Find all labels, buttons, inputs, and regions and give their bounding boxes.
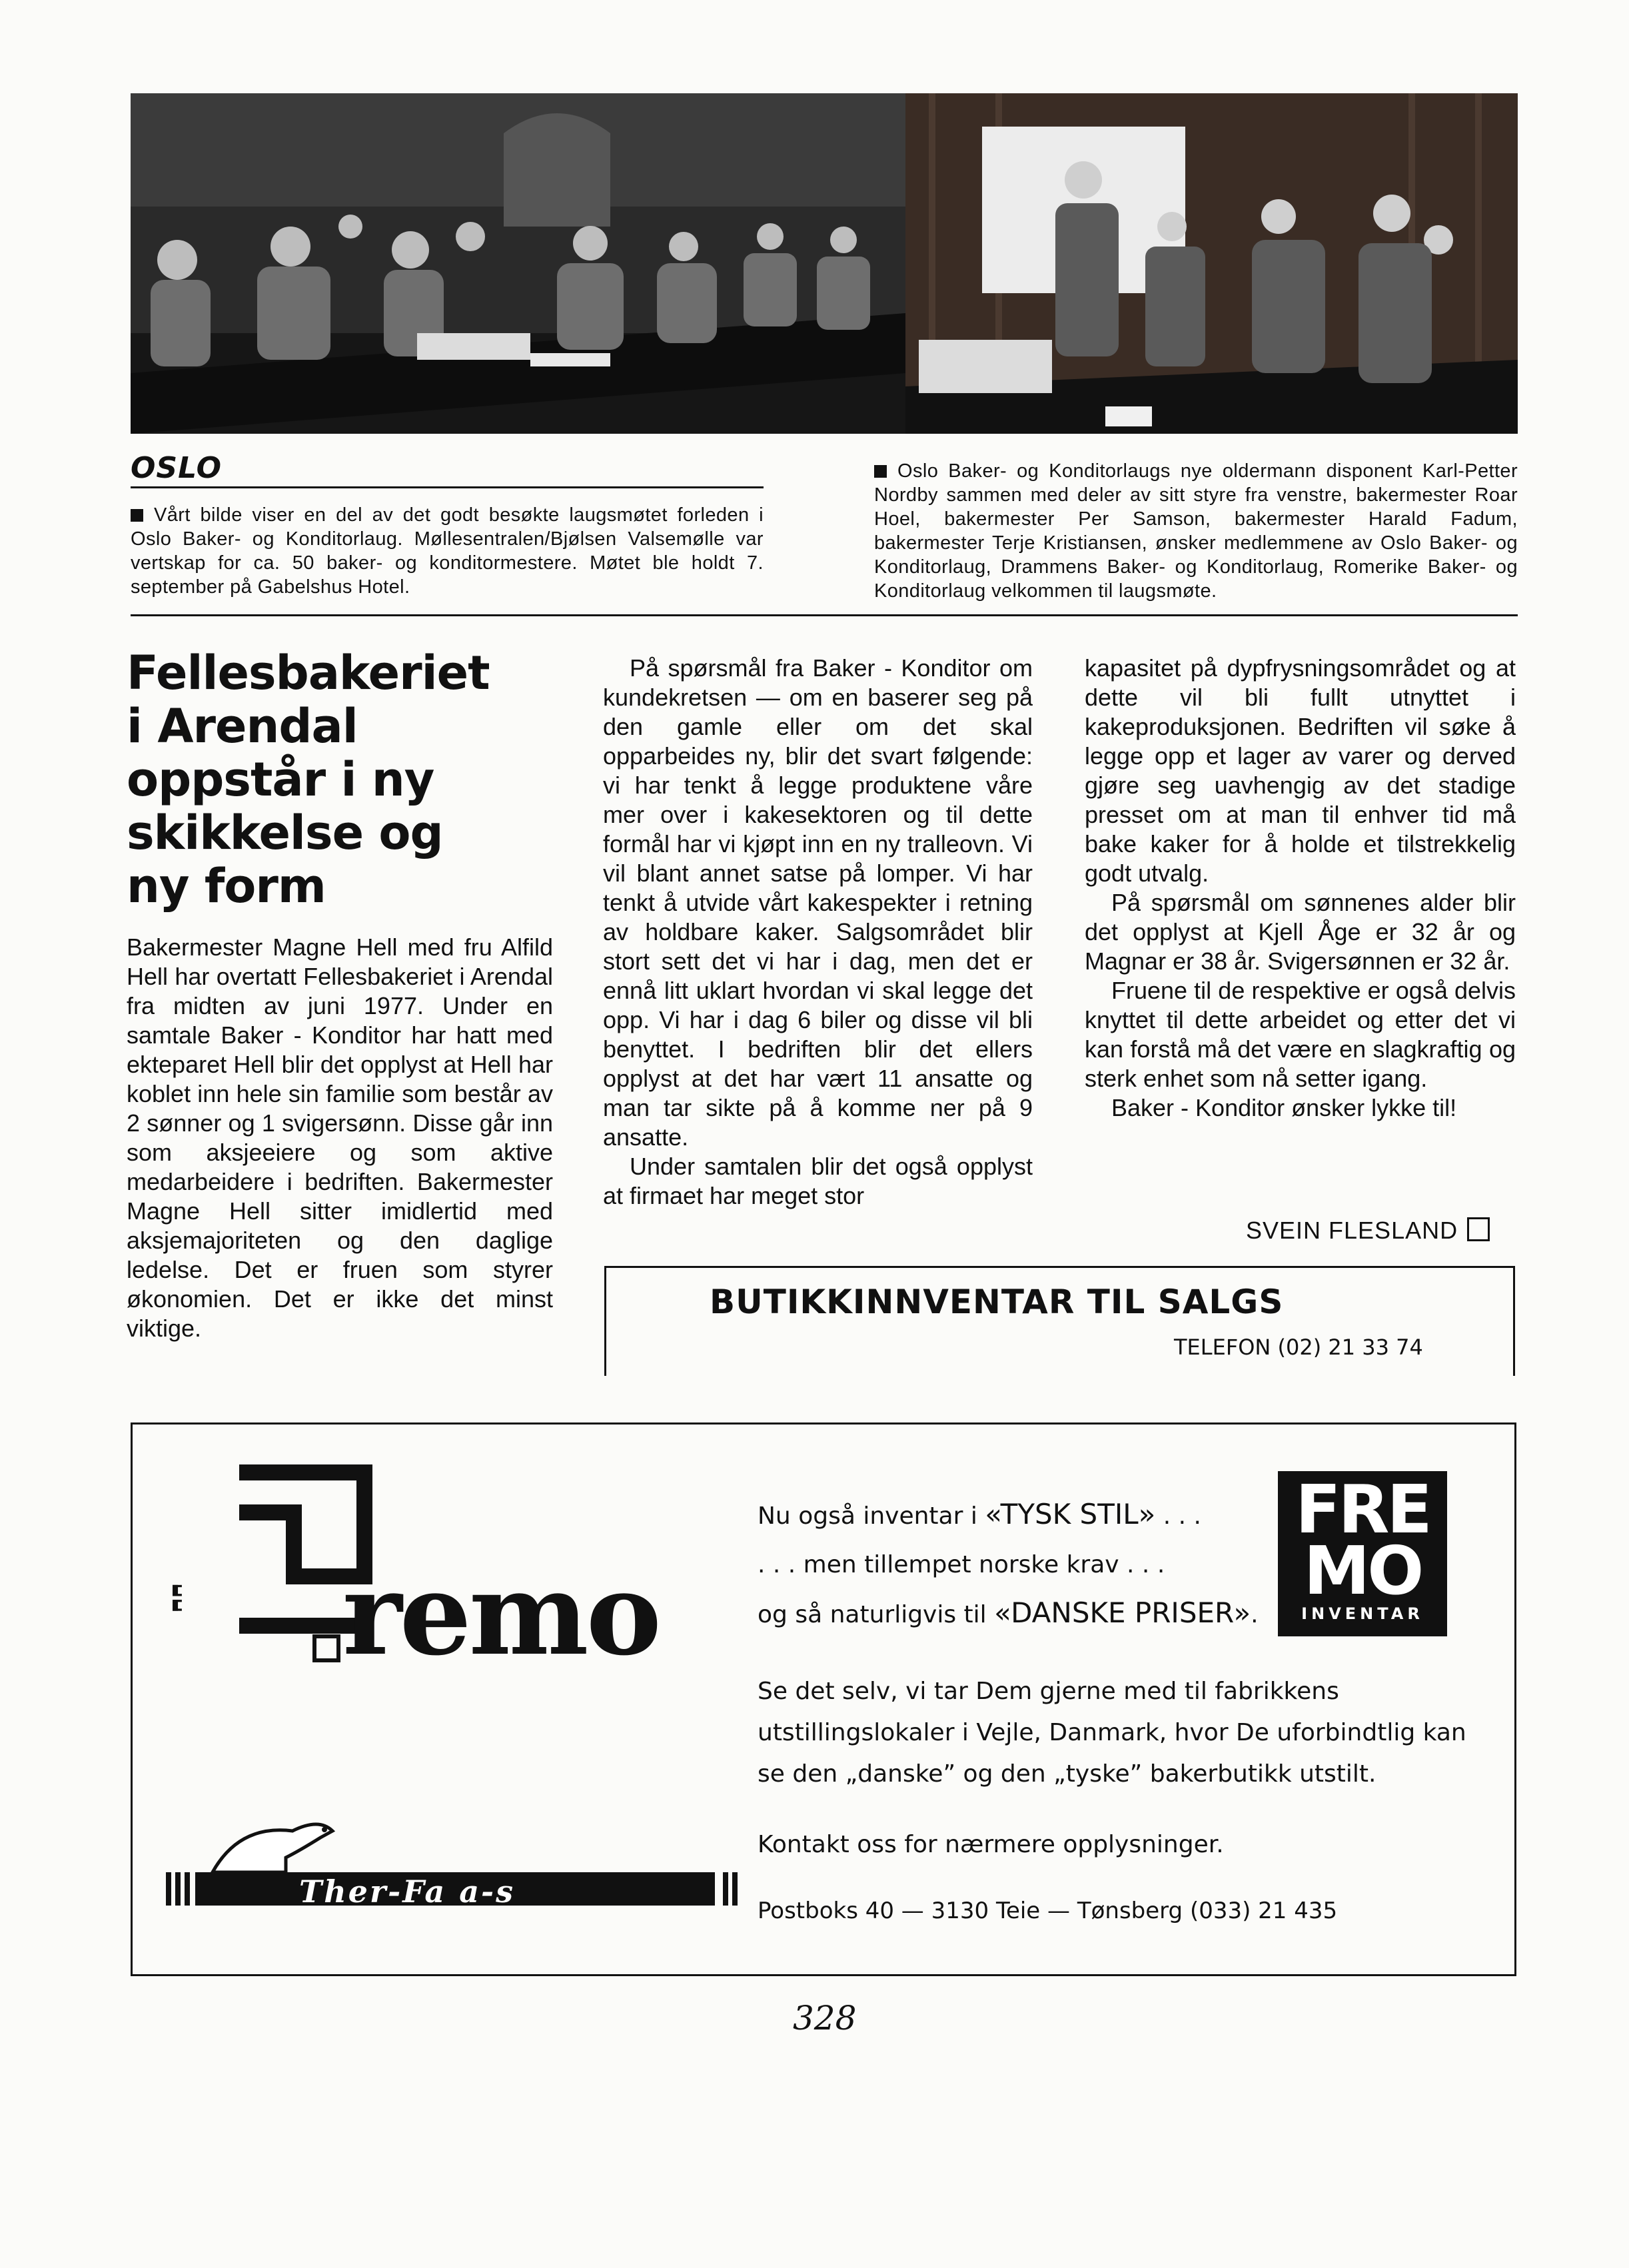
ad-line-1-strong: «TYSK STIL» — [985, 1498, 1156, 1530]
photo-styre-image — [905, 93, 1518, 434]
therfa-wordmark: Ther-Fa a-s — [299, 1874, 516, 1910]
photo-laugsmote — [131, 93, 905, 434]
caption-right — [874, 459, 1518, 603]
byline-text: SVEIN FLESLAND — [1246, 1217, 1458, 1244]
fremo-wordmark: remo — [342, 1548, 659, 1681]
ad-line-3-post: . — [1251, 1601, 1259, 1628]
article-col3-p3: Fruene til de respektive er også delvis knyttet til dette arbeidet og etter det vi kan forstå må det være en slagkraftig og sterk enhet som nå setter igang. — [1085, 977, 1516, 1092]
ad-line-1 — [758, 1498, 1201, 1530]
therfa-logo — [166, 1811, 739, 1911]
fremo-logo-square — [312, 1634, 340, 1662]
fremo-logo — [173, 1464, 659, 1744]
article-col1 — [127, 933, 553, 1343]
article-col2-p2: Under samtalen blir det også opplyst at firmaet har meget stor — [603, 1153, 1033, 1209]
ad-address: Postboks 40 — 3130 Teie — Tønsberg (033) 21 435 — [758, 1898, 1338, 1924]
caption-left — [131, 503, 764, 599]
captions-bottom-rule — [131, 614, 1518, 616]
photo-laugsmote-image — [131, 93, 905, 434]
ad-line-3 — [758, 1596, 1259, 1629]
article-headline: Fellesbakeriet i Arendal oppstår i ny skikkelse og ny form — [127, 646, 490, 913]
caption-right-text: Oslo Baker- og Konditorlaugs nye oldermann disponent Karl-Petter Nordby sammen med deler av sitt styre fra venstre, bakermester Roar Hoel, bakermester Per Samson, bakermester Harald Fadum, bakermester Terje Kristiansen, ønsker medlemmene av Oslo Baker- og Konditorlaug, Drammens Baker- og Konditorlaug, Romerike Baker- og Konditorlaug velkommen til laugsmøte. — [874, 460, 1518, 602]
article-col2 — [603, 654, 1033, 1211]
section-rule — [131, 486, 764, 488]
photo-styre — [905, 93, 1518, 434]
ad-contact: Kontakt oss for nærmere opplysninger. — [758, 1831, 1224, 1858]
ad-line-3-pre: og så naturligvis til — [758, 1601, 995, 1628]
article-col3-p2: På spørsmål om sønnenes alder blir det opplyst at Kjell Åge er 32 år og Magnar er 38 år. Svigersønnen er 32 år. — [1085, 889, 1516, 975]
fremo-meander-icon — [173, 1464, 239, 1744]
fremo-mid: MO — [1303, 1532, 1422, 1610]
ad-paragraph: Se det selv, vi tar Dem gjerne med til fabrikkens utstillingslokaler i Vejle, Danmark, hvor De uforbindtlig kan se den „danske” og den „tyske” bakerbutikk utstilt. — [758, 1678, 1466, 1788]
classified-box — [604, 1266, 1515, 1376]
article-col3-p1: kapasitet på dypfrysningsområdet og at dette vil bli fullt utnyttet i kakeproduksjonen. Bedriften vil søke å legge opp et lager av varer og derved gjøre seg uavhengig av det stadige presset om at man til enhver tid må bake kaker for å holde et tilstrekkelig godt utvalg. — [1085, 654, 1516, 887]
article-col3 — [1085, 654, 1516, 1123]
section-label: OSLO — [131, 451, 222, 485]
page-number: 328 — [793, 1999, 857, 2037]
fremo-sub: INVENTAR — [1301, 1604, 1424, 1623]
ad-line-1-post: . . . — [1155, 1502, 1202, 1530]
caption-left-text: Vårt bilde viser en del av det godt besøkte laugsmøtet forleden i Oslo Baker- og Konditorlaug. Møllesentralen/Bjølsen Valsemølle var vertskap for ca. 50 baker- og konditormestere. Møtet ble holdt 7. september på Gabelshus Hotel. — [131, 504, 764, 598]
bullet-icon — [874, 465, 887, 478]
article-col1-text: Bakermester Magne Hell med fru Alfild Hell har overtatt Fellesbakeriet i Arendal fra midten av juni 1977. Under en samtale Baker - Konditor har hatt med ekteparet Hell blir det opplyst at Hell har koblet inn hele sin familie som består av 2 sønner og 1 svigersønn. Disse går inn som aksjeeiere og som aktive medarbeidere i bedriften. Bakermester Magne Hell sitter imidlertid med aksjemajoriteten og den daglige ledelse. Det er fruen som styrer økonomien. Det er ikke det minst viktige. — [127, 933, 553, 1342]
fremo-inventar-logo — [1278, 1471, 1447, 1636]
end-mark-box — [1467, 1217, 1490, 1241]
classified-title: BUTIKKINNVENTAR TIL SALGS — [710, 1283, 1284, 1321]
article-col2-p1: På spørsmål fra Baker - Konditor om kundekretsen — om en baserer seg på den gamle eller om det skal opparbeides ny, blir det svart følgende: vi har tenkt å legge produktene våre mer over i kakesektoren og til dette formål har vi kjøpt inn en ny tralleovn. Vi vil blant annet satse på lomper. Vi har tenkt å utvide vårt kakespekter i retning av holdbare kaker. Salgsområdet blir stort sett det vi har i dag, men det er ennå litt uklart hvordan vi skal legge det opp. Vi har i dag 6 biler og disse vil bli benyttet. I bedriften blir det ellers opplyst at det har vært 11 ansatte og man tar sikte på å komme ner på 9 ansatte. — [603, 654, 1033, 1151]
article-byline — [1246, 1217, 1490, 1245]
ad-line-3-strong: «DANSKE PRISER» — [994, 1596, 1251, 1629]
ad-line-1-pre: Nu også inventar i — [758, 1502, 985, 1530]
fremo-ad — [131, 1422, 1516, 1976]
classified-phone: TELEFON (02) 21 33 74 — [1174, 1335, 1423, 1360]
fremo-top: FRE — [1295, 1470, 1430, 1548]
ad-line-2: . . . men tillempet norske krav . . . — [758, 1551, 1165, 1578]
article-col3-p4: Baker - Konditor ønsker lykke til! — [1111, 1094, 1457, 1121]
bullet-icon — [131, 509, 143, 522]
